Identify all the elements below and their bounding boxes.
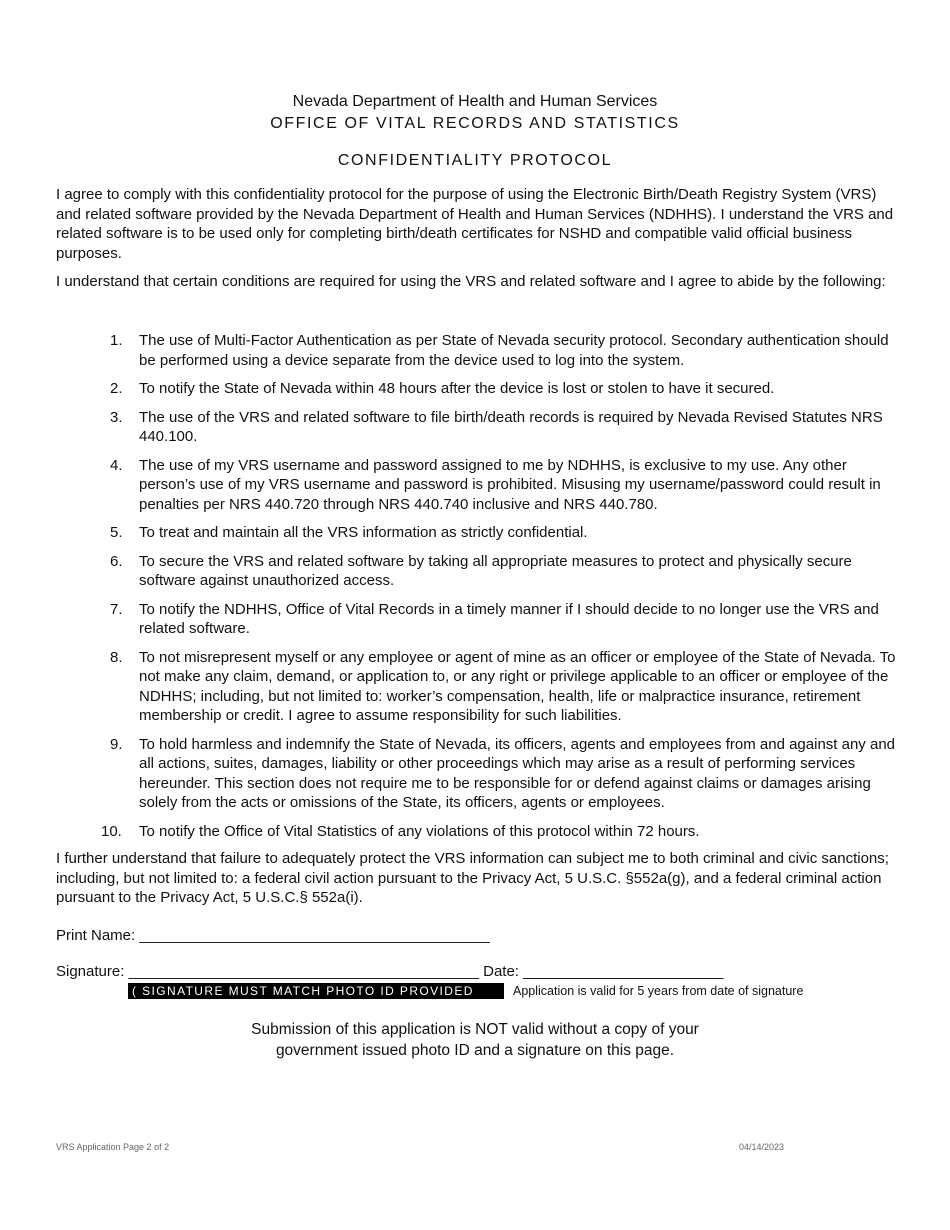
item-number: 1. (110, 332, 123, 349)
signature-row (56, 962, 723, 982)
list-item (110, 648, 896, 726)
list-item (110, 523, 896, 543)
item-text: To secure the VRS and related software by taking all appropriate measures to protect and physically secure software against unauthorized access. (139, 552, 852, 589)
footer-date: 04/14/2023 (739, 1142, 785, 1152)
print-name-field[interactable]: __________________________________________ (139, 927, 490, 944)
submission-notice (0, 1020, 950, 1061)
list-item (110, 735, 896, 813)
list-item (110, 379, 896, 399)
item-text: To not misrepresent myself or any employee or agent of mine as an officer or employee of the State of Nevada. To not make any claim, demand, or application to, or any right or privilege applicable to an officer or employee of the NDHHS; including, but not limited to: worker’s compensation, health, life or malpractice insurance, retirement membership or credit. I agree to assume responsibility for such liabilities. (139, 648, 896, 724)
item-number: 6. (110, 552, 123, 570)
signature-label: Signature: (56, 963, 125, 980)
list-item (101, 822, 896, 842)
item-number: 2. (110, 380, 123, 397)
list-item (110, 552, 896, 591)
item-number: 4. (110, 456, 123, 474)
item-text: To notify the Office of Vital Statistics of any violations of this protocol within 72 hours. (139, 822, 700, 840)
signature-warning-banner: ( SIGNATURE MUST MATCH PHOTO ID PROVIDED (128, 983, 504, 999)
list-item (110, 456, 896, 515)
list-item (110, 408, 896, 447)
conditions-intro: I understand that certain conditions are required for using the VRS and related software and I agree to abide by the following: (56, 273, 886, 290)
item-number: 3. (110, 408, 123, 426)
submission-line-2: government issued photo ID and a signature on this page. (275, 1041, 675, 1059)
closing-paragraph: I further understand that failure to adequately protect the VRS information can subject me to both criminal and civic sanctions; including, but not limited to: a federal civil action pursuant to the Privacy Act, 5 U.S.C. §552a(g), and a federal criminal action pursuant to the Privacy Act, 5 U.S.C.§ 552a(i). (56, 850, 889, 906)
item-number: 8. (110, 648, 123, 666)
signature-field[interactable]: __________________________________________ (128, 963, 479, 980)
item-text: The use of my VRS username and password assigned to me by NDHHS, is exclusive to my use. Any other person’s use of my VRS username and password is prohibited. Misusing my username/password could result in penalties per NRS 440.720 through NRS 440.740 inclusive and NRS 440.780. (139, 456, 881, 513)
item-text: To treat and maintain all the VRS information as strictly confidential. (139, 524, 588, 541)
item-text: To notify the NDHHS, Office of Vital Records in a timely manner if I should decide to no longer use the VRS and related software. (139, 600, 879, 637)
item-number: 9. (110, 735, 123, 753)
department-name: Nevada Department of Health and Human Services (292, 93, 658, 110)
office-name: OFFICE OF VITAL RECORDS AND STATISTICS (270, 115, 680, 132)
item-number: 7. (110, 600, 123, 618)
submission-line-1: Submission of this application is NOT valid without a copy of your (251, 1021, 699, 1038)
item-number: 5. (110, 524, 123, 541)
item-number: 10. (101, 822, 122, 840)
item-text: To hold harmless and indemnify the State of Nevada, its officers, agents and employees from and against any and all actions, suites, damages, liability or other proceedings which may arise as a result of performing services hereunder. This section does not require me to be responsible for or defend against claims or damages arising solely from the acts or omissions of the State, its officers, agents or employees. (139, 735, 895, 811)
print-name-row (56, 926, 490, 946)
date-field[interactable]: ________________________ (523, 963, 724, 980)
item-text: The use of Multi-Factor Authentication as per State of Nevada security protocol. Secondary authentication should be performed using a device separate from the device used to log into the system. (139, 332, 889, 369)
item-text: To notify the State of Nevada within 48 hours after the device is lost or stolen to have it secured. (139, 380, 775, 397)
list-item (110, 600, 896, 639)
print-name-label: Print Name: (56, 927, 136, 944)
conditions-list (101, 331, 896, 841)
item-text: The use of the VRS and related software to file birth/death records is required by Nevada Revised Statutes NRS 440.100. (139, 408, 883, 445)
page-title: CONFIDENTIALITY PROTOCOL (337, 152, 613, 169)
list-item (110, 331, 896, 370)
validity-note: Application is valid for 5 years from date of signature (513, 984, 804, 998)
intro-paragraph: I agree to comply with this confidentiality protocol for the purpose of using the Electronic Birth/Death Registry System (VRS) and related software provided by the Nevada Department of Health and Human Services (NDHHS). I understand the VRS and related software is to be used only for completing birth/death certificates for NSHD and compatible valid official business purposes. (56, 186, 894, 262)
date-label: Date: (483, 963, 519, 980)
footer-page-label: VRS Application Page 2 of 2 (56, 1142, 170, 1152)
